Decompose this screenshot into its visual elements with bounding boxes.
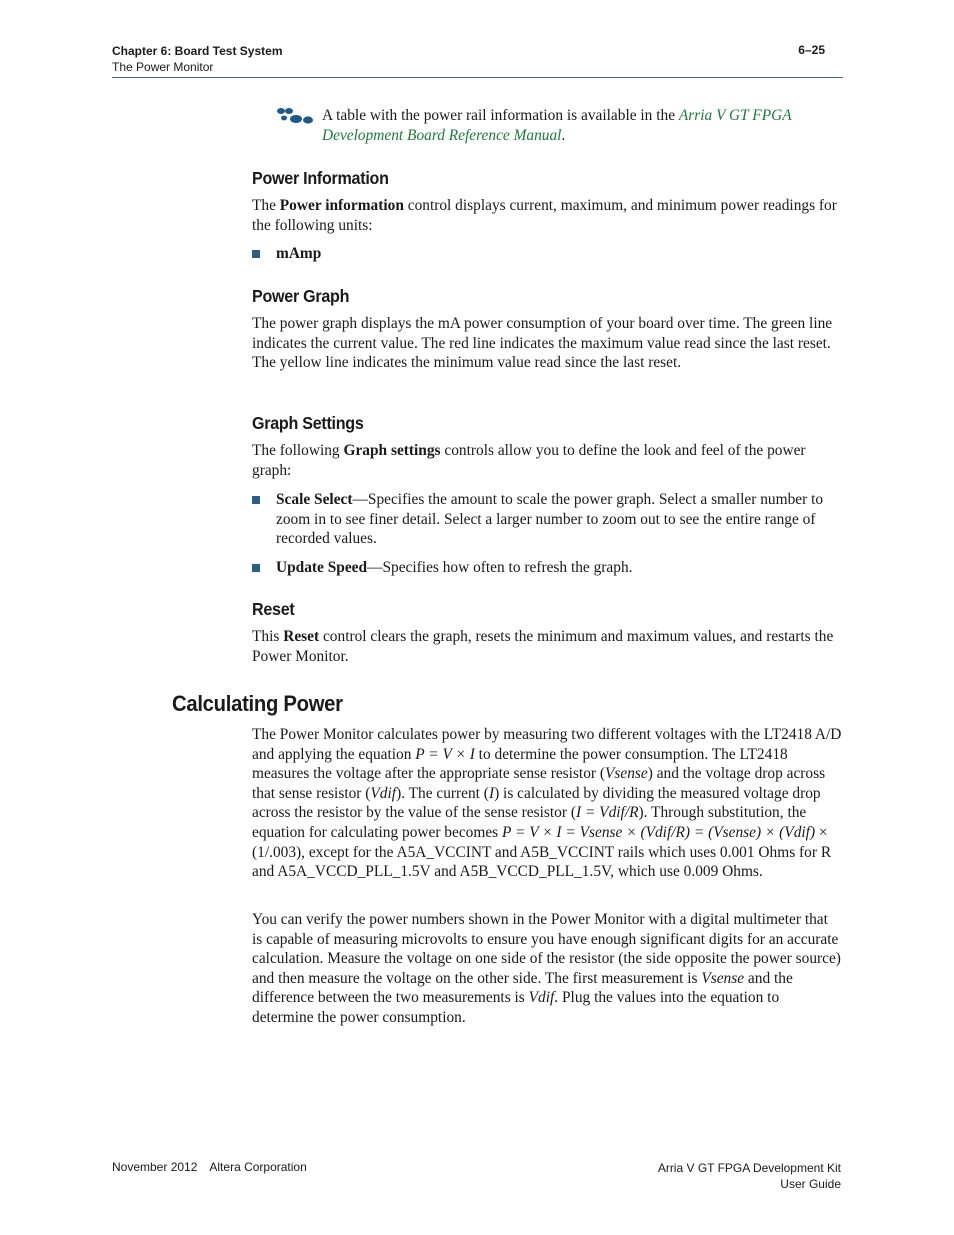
text: to determine the power consumption. The LT2418 measures the voltage after the appropriate sense resistor ( [252,745,788,783]
note-text-end: . [561,127,566,144]
list-item [276,490,842,549]
text: —Specifies how often to refresh the graph. [367,559,633,576]
graph-settings-paragraph [252,441,842,480]
power-information-paragraph [252,196,842,235]
note-text: A table with the power rail information is available in the [322,107,679,124]
equation: P = V × I [415,745,475,763]
bold-term: Reset [283,628,320,645]
text: ) is calculated by dividing the measured voltage drop across the resistor by the value of the sense resistor ( [252,784,821,822]
bullet-square [252,564,260,572]
footer-right [658,1160,841,1192]
footer-doc-title: Arria V GT FPGA Development Kit [657,1161,841,1175]
variable: Vsense [605,765,648,783]
variable: Vdif [370,784,397,802]
reference-manual-link[interactable]: Arria V GT FPGA Development Board Reference Manual [322,107,792,144]
running-header [112,43,283,75]
bold-term: Power information [279,197,404,214]
text: ). Through substitution, the equation for calculating power becomes [252,804,807,841]
calculating-power-paragraph-1 [252,725,842,882]
bullet-square [252,250,260,258]
calculating-power-paragraph-2 [252,910,842,1028]
text: The [252,197,280,214]
power-graph-paragraph: The power graph displays the mA power consumption of your board over time. The green line indicates the current value. The red line indicates the maximum value read since the last reset. The yellow line indicates the minimum value read since the last reset. [252,315,833,372]
footer-doc-type: User Guide [780,1177,841,1191]
text: × (1/.003), except for the A5A_VCCINT and A5B_VCCINT rails which uses 0.001 Ohms for R and A5A_VCCD_PLL_1.5V and A5B_VCCD_PLL_1.5V, which use 0.009 Ohms. [252,823,832,881]
reference-note [322,106,842,146]
text: ) and the voltage drop across that sense resistor ( [252,765,826,802]
text: This [252,628,284,645]
text: and the difference between the two measurements is [252,969,793,1007]
unit-label: mAmp [276,245,322,262]
footer-left [112,1160,307,1174]
header-divider [112,77,843,78]
text: controls allow you to define the look and feel of the power graph: [252,442,806,479]
equation: P = V × I = Vsense × (Vdif/R) = (Vsense) × (Vdif) [502,823,816,841]
page-number: 6–25 [798,43,825,57]
footer-date: November 2012 [112,1160,198,1174]
text: —Specifies the amount to scale the power graph. Select a smaller number to zoom in to see finer detail. Select a larger number to zoom out to see the entire range of recorded values. [276,491,824,548]
text: The Power Monitor calculates power by measuring two different voltages with the LT2418 A/D and applying the equation [252,726,842,763]
power-graph-heading: Power Graph [252,286,350,306]
section-title: The Power Monitor [112,60,214,74]
text: control displays current, maximum, and minimum power readings for the following units: [252,197,837,234]
reference-footprint-icon [275,107,315,125]
variable: I [488,784,495,802]
list-item [276,558,842,578]
equation: I = Vdif/R [575,804,639,822]
reset-paragraph [252,627,842,666]
text: . Plug the values into the equation to determine the power consumption. [252,989,780,1026]
chapter-title: Chapter 6: Board Test System [112,44,283,58]
text: ). The current ( [396,784,489,802]
bold-term: Scale Select [276,491,353,508]
text: control clears the graph, resets the minimum and maximum values, and restarts the Power Monitor. [252,628,834,665]
text: The following [252,442,344,459]
text: You can verify the power numbers shown in the Power Monitor with a digital multimeter that is capable of measuring microvolts to ensure you have enough significant digits for an accurate calculation. Measure the voltage on one side of the resistor (the side opposite the power source) and then measure the voltage on the other side. The first measurement is [252,911,841,987]
graph-settings-heading: Graph Settings [252,413,364,433]
power-information-heading: Power Information [252,168,389,188]
calculating-power-heading: Calculating Power [172,691,343,716]
variable: Vdif [528,989,555,1007]
reset-heading: Reset [252,599,295,619]
list-item [276,244,842,264]
bullet-square [252,496,260,504]
footer-company: Altera Corporation [209,1160,307,1174]
bold-term: Graph settings [343,442,441,459]
bold-term: Update Speed [276,559,368,576]
variable: Vsense [701,969,745,987]
